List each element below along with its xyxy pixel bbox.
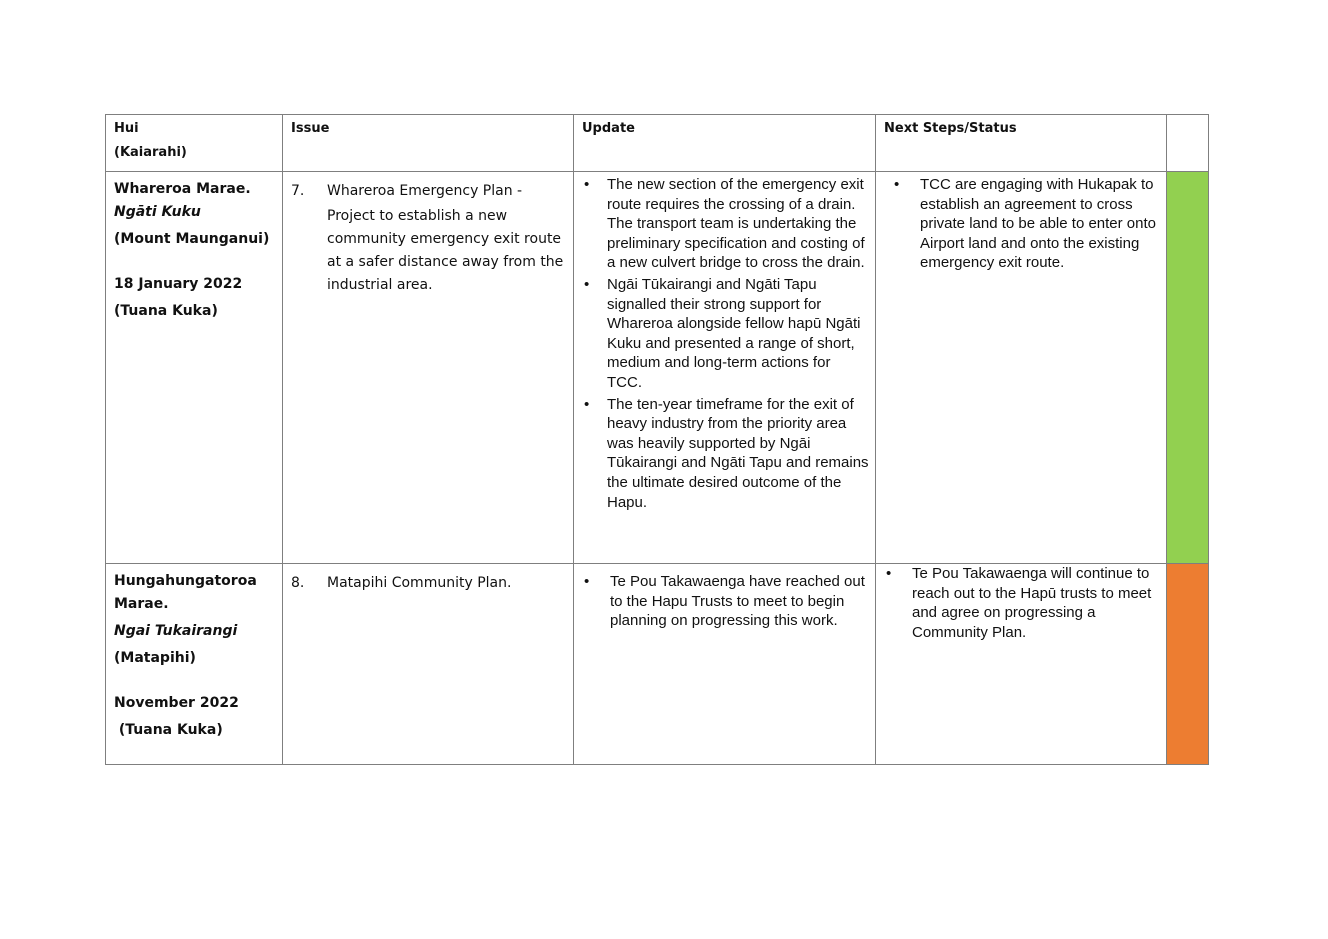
location: (Mount Maunganui): [114, 231, 270, 247]
issue-cell: [283, 564, 574, 765]
hui-date: November 2022: [114, 695, 239, 711]
hapu-name: Ngāti Kuku: [114, 204, 201, 220]
next-step-item: • Te Pou Takawaenga will continue to reach out to the Hapū trusts to meet and agree on progressing a Community Plan.: [884, 564, 1160, 642]
hui-cell: [106, 564, 283, 765]
issue-cell: [283, 172, 574, 564]
table-header-row: [106, 115, 1209, 172]
header-issue: Issue: [283, 115, 574, 172]
table-row: [106, 172, 1209, 564]
header-hui-label: Hui: [114, 121, 139, 136]
issue-title: Whareroa Emergency Plan -: [327, 183, 523, 199]
next-steps-list: [884, 564, 1160, 642]
update-item: • Ngāi Tūkairangi and Ngāti Tapu signalled their strong support for Whareroa alongside fellow hapū Ngāti Kuku and presented a range of short, medium and long-term actions for TCC.: [582, 275, 869, 393]
issue-description: Project to establish a new community emergency exit route at a safer distance away from the industrial area.: [327, 208, 564, 293]
location: (Matapihi): [114, 650, 196, 666]
table-row: [106, 564, 1209, 765]
hui-date: 18 January 2022: [114, 276, 243, 292]
update-item: • The new section of the emergency exit route requires the crossing of a drain. The transport team is undertaking the preliminary specification and costing of a new culvert bridge to cross the drain.: [582, 175, 869, 273]
update-item: • The ten-year timeframe for the exit of heavy industry from the priority area was heavily supported by Ngāi Tūkairangi and Ngāti Tapu and remains the ultimate desired outcome of the Hapu.: [582, 395, 869, 513]
header-status: [1167, 115, 1209, 172]
update-cell: [574, 172, 876, 564]
status-indicator-green: [1167, 172, 1209, 564]
hui-cell: [106, 172, 283, 564]
issue-number: 7.: [291, 183, 305, 199]
header-hui: [106, 115, 283, 172]
header-next-steps: Next Steps/Status: [876, 115, 1167, 172]
issue-number: 8.: [291, 575, 305, 591]
hapu-name: Ngai Tukairangi: [114, 623, 238, 639]
hui-status-table: [105, 114, 1209, 765]
header-update: Update: [574, 115, 876, 172]
issue-title: Matapihi Community Plan.: [327, 575, 512, 591]
update-item: • Te Pou Takawaenga have reached out to the Hapu Trusts to meet to begin planning on progressing this work.: [582, 572, 869, 631]
marae-name: Hungahungatoroa Marae.: [114, 573, 257, 612]
next-step-item: • TCC are engaging with Hukapak to establish an agreement to cross private land to be able to enter onto Airport land and onto the existing emergency exit route.: [884, 175, 1160, 273]
header-hui-sublabel: (Kaiarahi): [114, 145, 187, 160]
update-cell: [574, 564, 876, 765]
update-list: [582, 175, 869, 512]
status-indicator-orange: [1167, 564, 1209, 765]
marae-name: Whareroa Marae.: [114, 181, 251, 197]
next-steps-cell: [876, 564, 1167, 765]
next-steps-list: [884, 175, 1160, 273]
kaiarahi-name: (Tuana Kuka): [114, 303, 218, 319]
kaiarahi-name: (Tuana Kuka): [114, 722, 223, 738]
update-list: [582, 572, 869, 631]
next-steps-cell: [876, 172, 1167, 564]
